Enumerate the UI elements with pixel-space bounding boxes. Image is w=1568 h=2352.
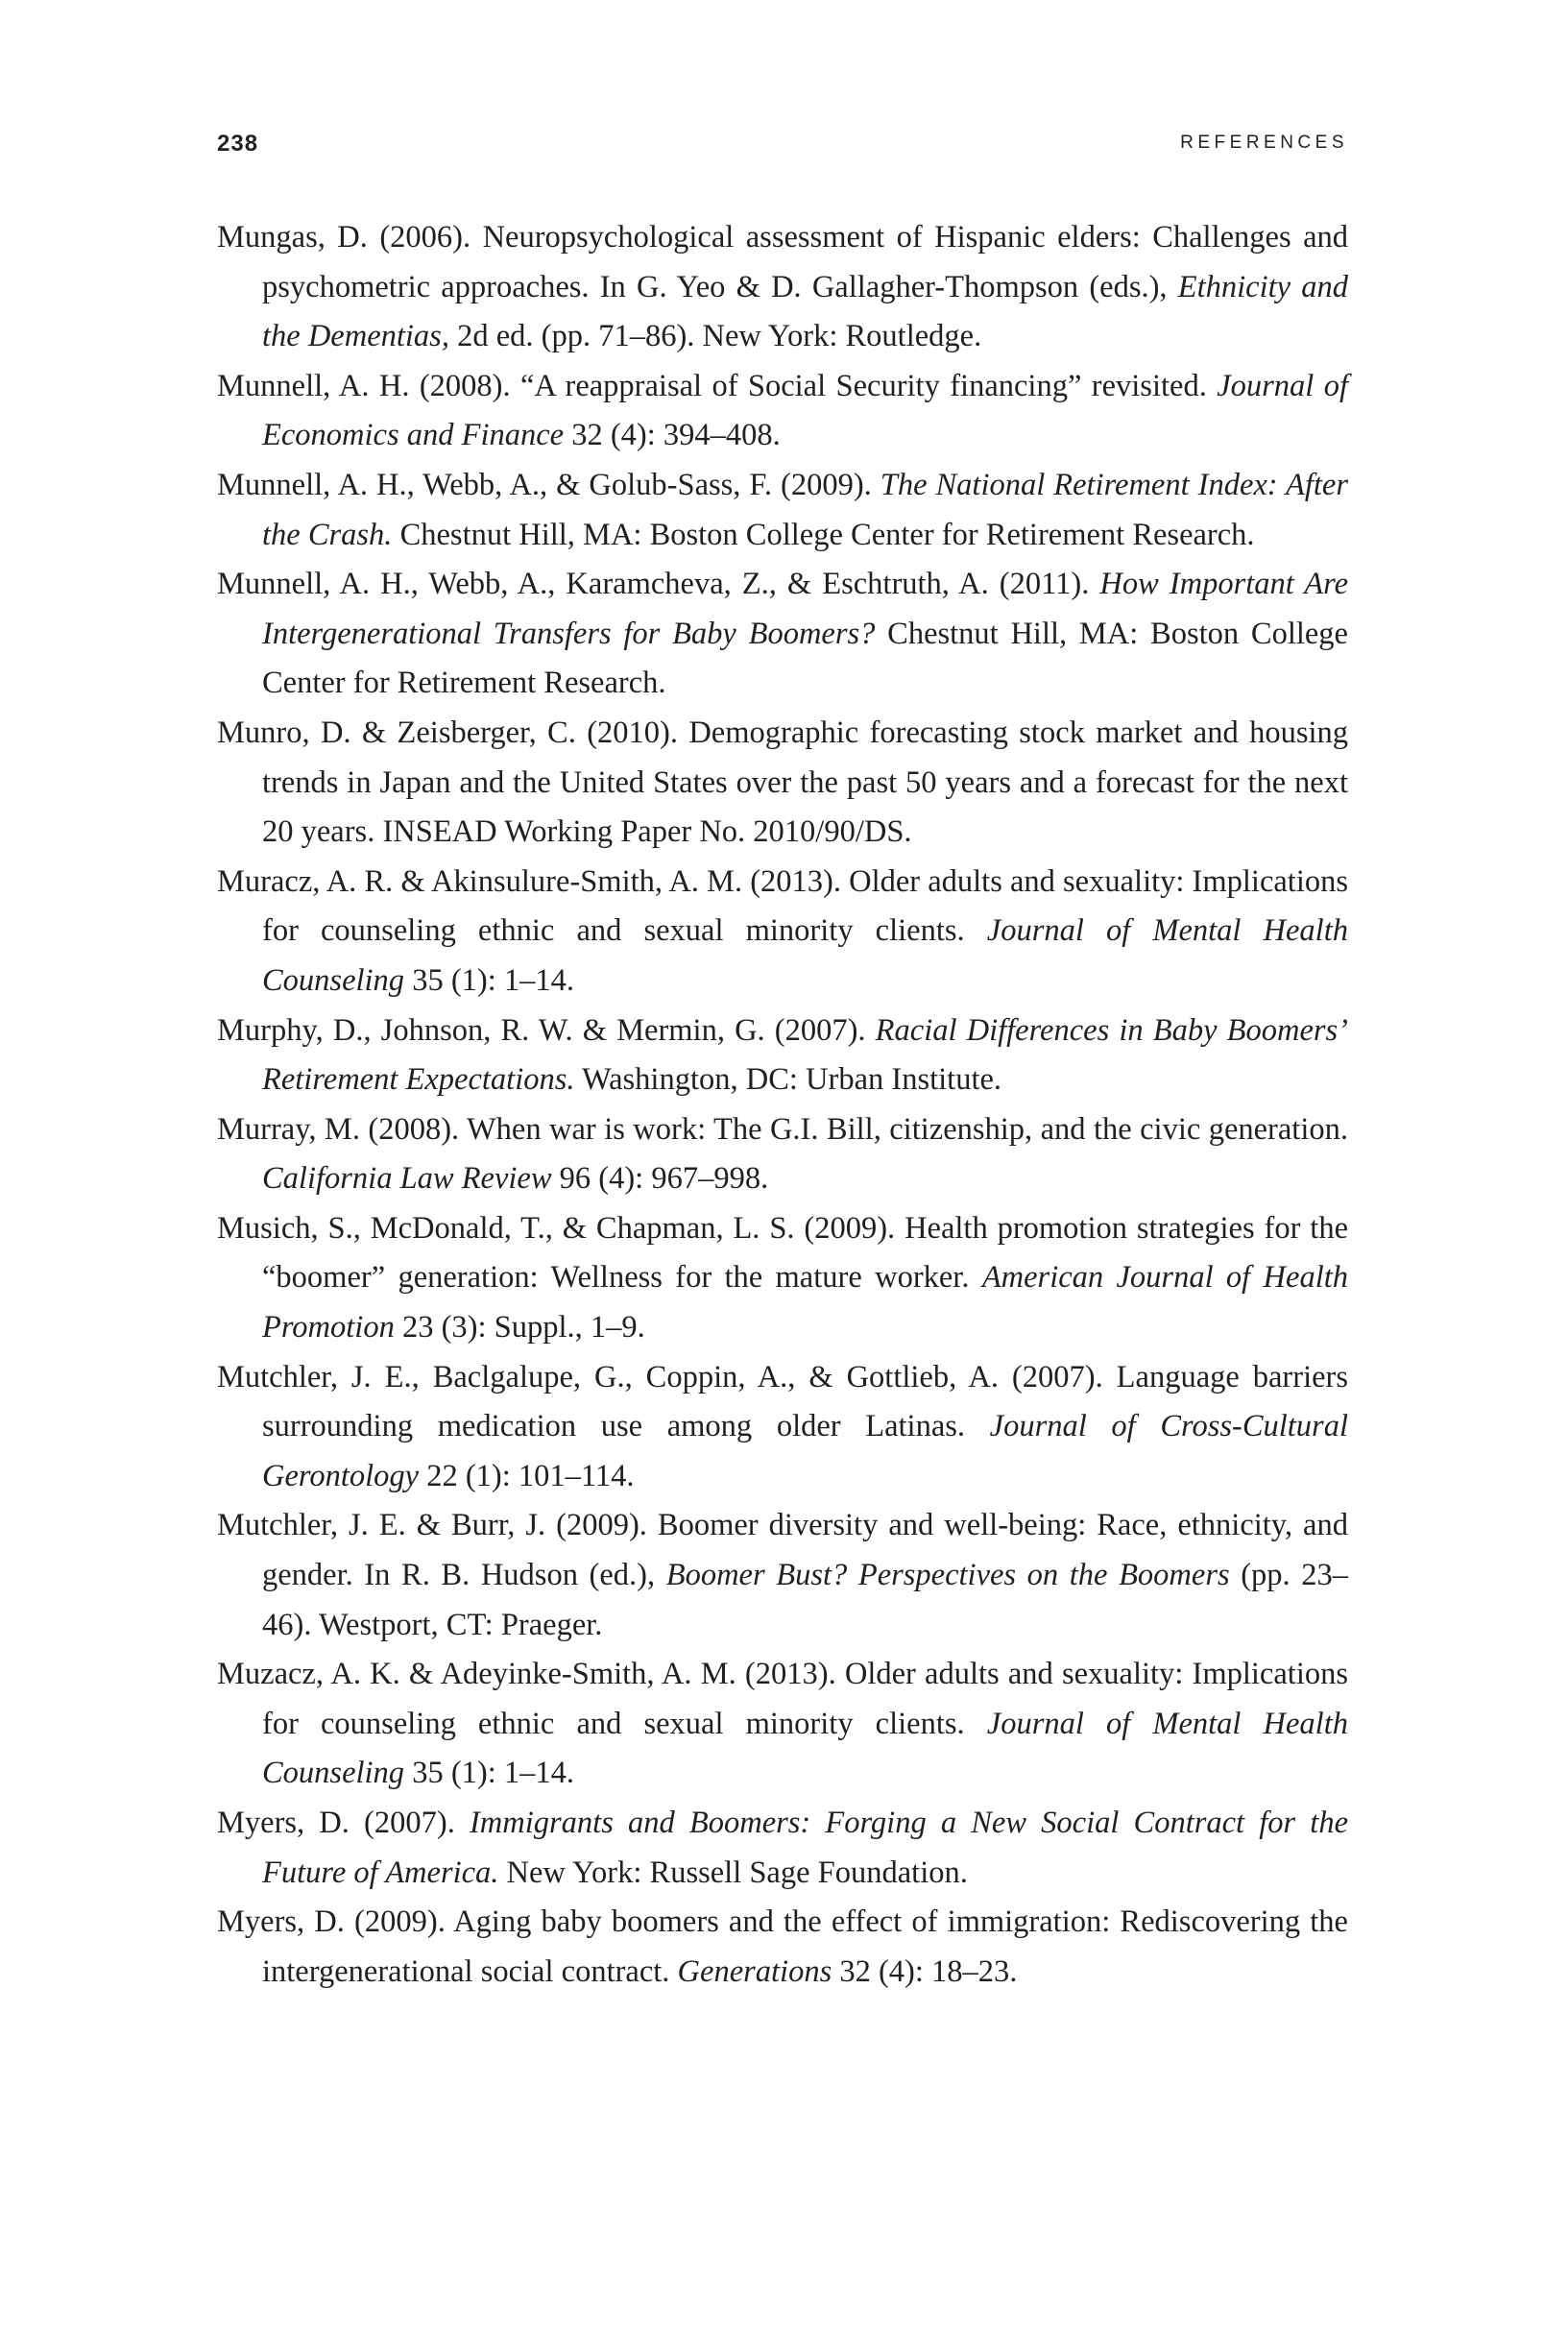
page-number: 238 [217, 131, 259, 157]
reference-entry: Muzacz, A. K. & Adeyinke-Smith, A. M. (2013). Older adults and sexuality: Implications for counseling ethnic and sexual minority clients. Journal of Mental Health Counseling 35 (1): 1–14. [217, 1657, 1348, 1791]
reference-entry: Mutchler, J. E. & Burr, J. (2009). Boomer diversity and well-being: Race, ethnicity, and gender. In R. B. Hudson (ed.), Boomer Bust? Perspectives on the Boomers (pp. 23–46). Westport, CT: Praeger. [217, 1508, 1349, 1642]
reference-entry: Musich, S., McDonald, T., & Chapman, L. S. (2009). Health promotion strategies for the “boomer” generation: Wellness for the mature worker. American Journal of Health Promotion 23 (3): Suppl., 1–9. [217, 1210, 1349, 1346]
reference-entry: Mungas, D. (2006). Neuropsychological assessment of Hispanic elders: Challenges and psychometric approaches. In G. Yeo & D. Gallagher-Thompson (eds.), Ethnicity and the Dementias, 2d ed. (pp. 71–86). New York: Routledge. [217, 220, 1348, 354]
reference-list [217, 213, 1348, 1997]
reference-entry: Myers, D. (2009). Aging baby boomers and the effect of immigration: Rediscovering the intergenerational social contract. Generations 32 (4): 18–23. [217, 1904, 1348, 1989]
reference-entry: Munnell, A. H., Webb, A., Karamcheva, Z., & Eschtruth, A. (2011). How Important Are Intergenerational Transfers for Baby Boomers? Chestnut Hill, MA: Boston College Center for Retirement Research. [217, 567, 1349, 701]
reference-entry: Mutchler, J. E., Baclgalupe, G., Coppin, A., & Gottlieb, A. (2007). Language barriers surrounding medication use among older Latinas. Journal of Cross-Cultural Gerontology 22 (1): 101–114. [217, 1359, 1348, 1493]
reference-entry: Munro, D. & Zeisberger, C. (2010). Demographic forecasting stock market and housing trends in Japan and the United States over the past 50 years and a forecast for the next 20 years. INSEAD Working Paper No. 2010/90/DS. [217, 715, 1348, 850]
reference-entry: Muracz, A. R. & Akinsulure-Smith, A. M. (2013). Older adults and sexuality: Implications for counseling ethnic and sexual minority clients. Journal of Mental Health Counseling 35 (1): 1–14. [217, 863, 1348, 998]
running-head [217, 131, 1348, 159]
reference-entry: Munnell, A. H. (2008). “A reappraisal of Social Security financing” revisited. Journal of Economics and Finance 32 (4): 394–408. [217, 368, 1348, 453]
reference-entry: Murphy, D., Johnson, R. W. & Mermin, G. (2007). Racial Differences in Baby Boomers’ Retirement Expectations. Washington, DC: Urban Institute. [217, 1012, 1348, 1098]
reference-entry: Munnell, A. H., Webb, A., & Golub-Sass, F. (2009). The National Retirement Index: After the Crash. Chestnut Hill, MA: Boston College Center for Retirement Research. [217, 467, 1348, 552]
reference-entry: Myers, D. (2007). Immigrants and Boomers: Forging a New Social Contract for the Future of America. New York: Russell Sage Foundation. [217, 1806, 1348, 1890]
section-title: REFERENCES [1180, 133, 1348, 153]
reference-entry: Murray, M. (2008). When war is work: The G.I. Bill, citizenship, and the civic generation. California Law Review 96 (4): 967–998. [217, 1111, 1348, 1197]
